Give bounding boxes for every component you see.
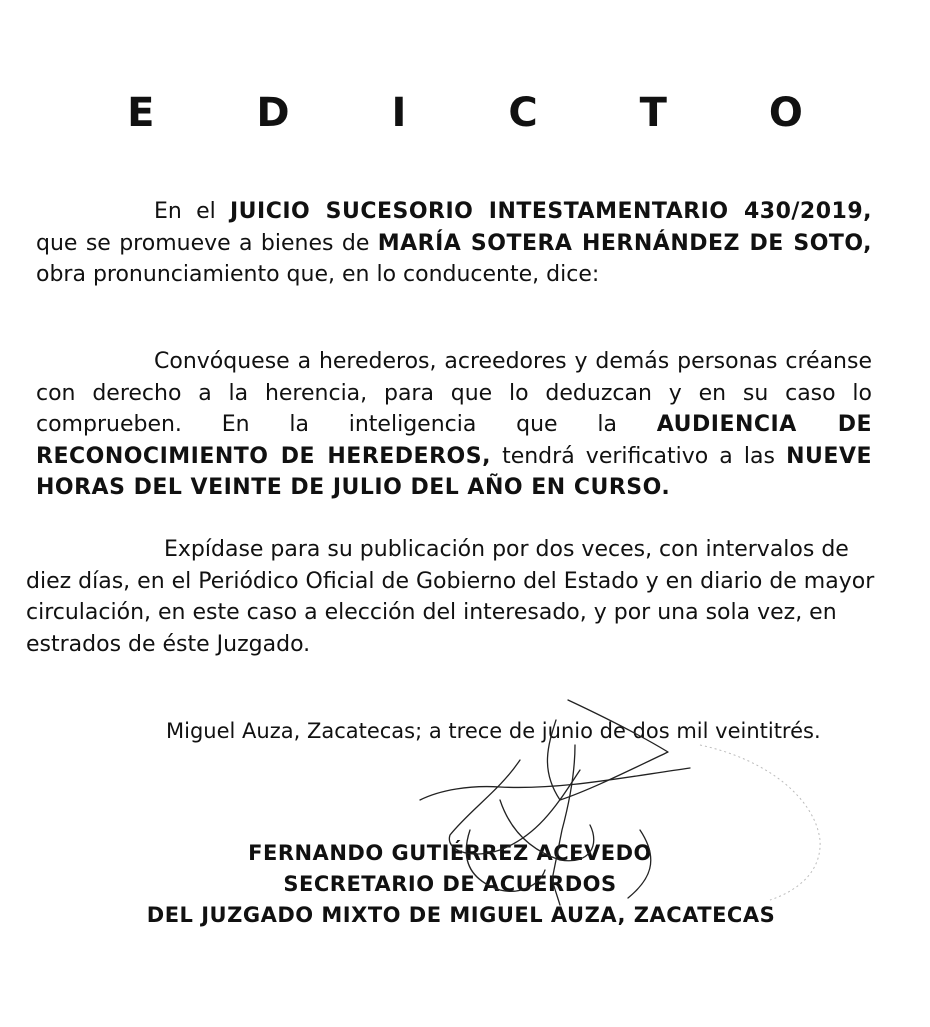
paragraph-intro [36, 196, 872, 291]
signatory-name: FERNANDO GUTIÉRREZ ACEVEDO [248, 841, 652, 865]
signature-block [0, 838, 930, 931]
paragraph-publication: Expídase para su publicación por dos veces, con intervalos de diez días, en el Periódico Oficial de Gobierno del Estado y en diario de mayor circulación, en este caso a elección del interesado, y por una sola vez, en estrados de éste Juzgado. [26, 537, 875, 657]
signatory-role: SECRETARIO DE ACUERDOS [283, 872, 617, 896]
case-number: JUICIO SUCESORIO INTESTAMENTARIO 430/2019, [229, 199, 872, 224]
deceased-name: MARÍA SOTERA HERNÁNDEZ DE SOTO, [377, 230, 872, 256]
hearing-name: AUDIENCIA DE RECONOCIMIENTO DE HEREDEROS, [36, 412, 872, 469]
place-date: Miguel Auza, Zacatecas; a trece de junio de dos mil veintitrés. [166, 719, 821, 743]
intro-text-1: En el [154, 199, 230, 224]
intro-text-2: que se promueve a bienes de [36, 230, 378, 256]
signatory-court: DEL JUZGADO MIXTO DE MIGUEL AUZA, ZACATECAS [146, 903, 776, 927]
paragraph-summons [36, 346, 872, 504]
summons-text-2: tendrá verificativo a las [490, 443, 787, 469]
hearing-date: NUEVE HORAS DEL VEINTE DE JULIO DEL AÑO EN CURSO. [36, 443, 872, 500]
document-title: E D I C T O [127, 90, 847, 136]
intro-text-3: obra pronunciamiento que, en lo conducente, dice: [36, 262, 600, 287]
summons-text-1: Convóquese a herederos, acreedores y demás personas créanse con derecho a la herencia, para que lo deduzcan y en su caso lo comprueben. En la inteligencia que la [36, 349, 872, 437]
